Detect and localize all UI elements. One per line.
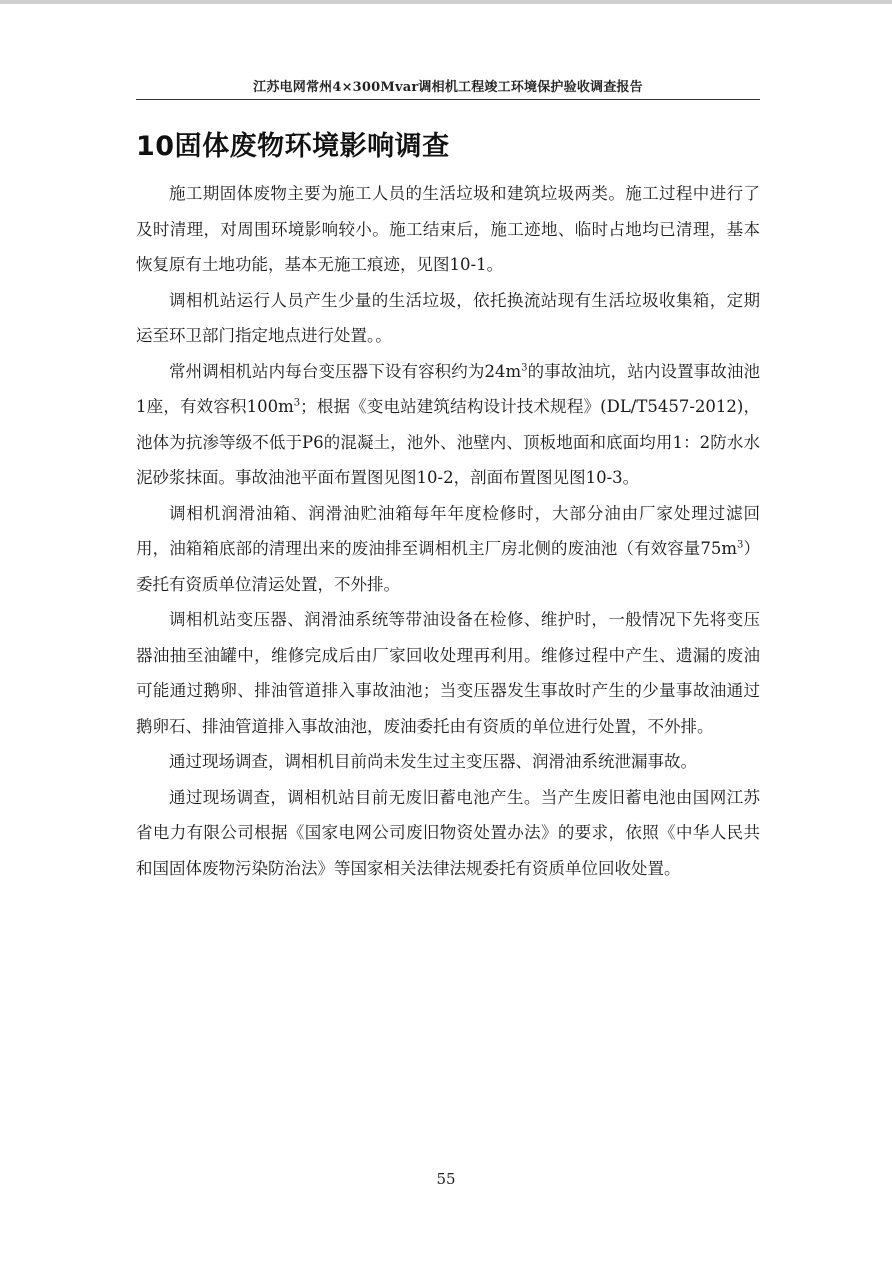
- paragraph-operational-garbage: 调相机站运行人员产生少量的生活垃圾，依托换流站现有生活垃圾收集箱，定期运至环卫部门指定地点进行处置。。: [136, 290, 760, 345]
- header-rule: [136, 99, 760, 100]
- superscript: 3: [737, 539, 744, 551]
- running-header: 江苏电网常州4×300Mvar调相机工程竣工环境保护验收调查报告: [253, 80, 643, 95]
- section-title: 10固体废物环境影响调查: [136, 131, 450, 162]
- paragraph-text: 的事故油坑，站内设置事故油池1座，有效容积100m: [136, 361, 760, 416]
- paragraph-batteries: 通过现场调查，调相机站目前无废旧蓄电池产生。当产生废旧蓄电池由国网江苏省电力有限公司根据《国家电网公司废旧物资处置办法》的要求，依照《中华人民共和国固体废物污染防治法》等国家相关法律法规委托有资质单位回收处置。: [136, 787, 760, 878]
- paragraph-construction-waste: 施工期固体废物主要为施工人员的生活垃圾和建筑垃圾两类。施工过程中进行了及时清理，对周围环境影响较小。施工结束后，施工迹地、临时占地均已清理，基本恢复原有土地功能，基本无施工痕迹，见图10-1。: [136, 184, 760, 274]
- paragraph-maintenance-oil: 调相机站变压器、润滑油系统等带油设备在检修、维护时，一般情况下先将变压器油抽至油罐中，维修完成后由厂家回收处理再利用。维修过程中产生、遗漏的废油可能通过鹅卵、排油管道排入事故油池；当变压器发生事故时产生的少量事故油通过鹅卵石、排油管道排入事故油池，废油委托由有资质的单位进行处置，不外排。: [136, 610, 760, 736]
- paragraph-text: ；根据《变电站建筑结构设计技术规程》(DL/T5457-2012)，池体为抗渗等级不低于P6的混凝土，池外、池壁内、顶板地面和底面均用1：2防水水泥砂浆抹面。事故油池平面布置图见图10-2，剖面布置图见图10-3。: [136, 397, 760, 487]
- body-text: [136, 176, 760, 886]
- page-top-edge: [0, 0, 892, 4]
- paragraph-text: 常州调相机站内每台变压器下设有容积约为24m: [169, 361, 522, 381]
- paragraph-lubricating-oil: [136, 496, 760, 603]
- paragraph-no-leak: 通过现场调查，调相机目前尚未发生过主变压器、润滑油系统泄漏事故。: [169, 752, 697, 771]
- paragraph-accident-oil-pit: [136, 354, 760, 496]
- superscript: 3: [293, 397, 301, 409]
- paragraph-text: ）委托有资质单位清运处置，不外排。: [136, 539, 760, 594]
- page-number: 55: [436, 1170, 456, 1188]
- paragraph-text: 调相机润滑油箱、润滑油贮油箱每年年度检修时，大部分油由厂家处理过滤回用，油箱箱底部的清理出来的废油排至调相机主厂房北侧的废油池（有效容量75m: [136, 503, 760, 558]
- superscript: 3: [521, 362, 528, 373]
